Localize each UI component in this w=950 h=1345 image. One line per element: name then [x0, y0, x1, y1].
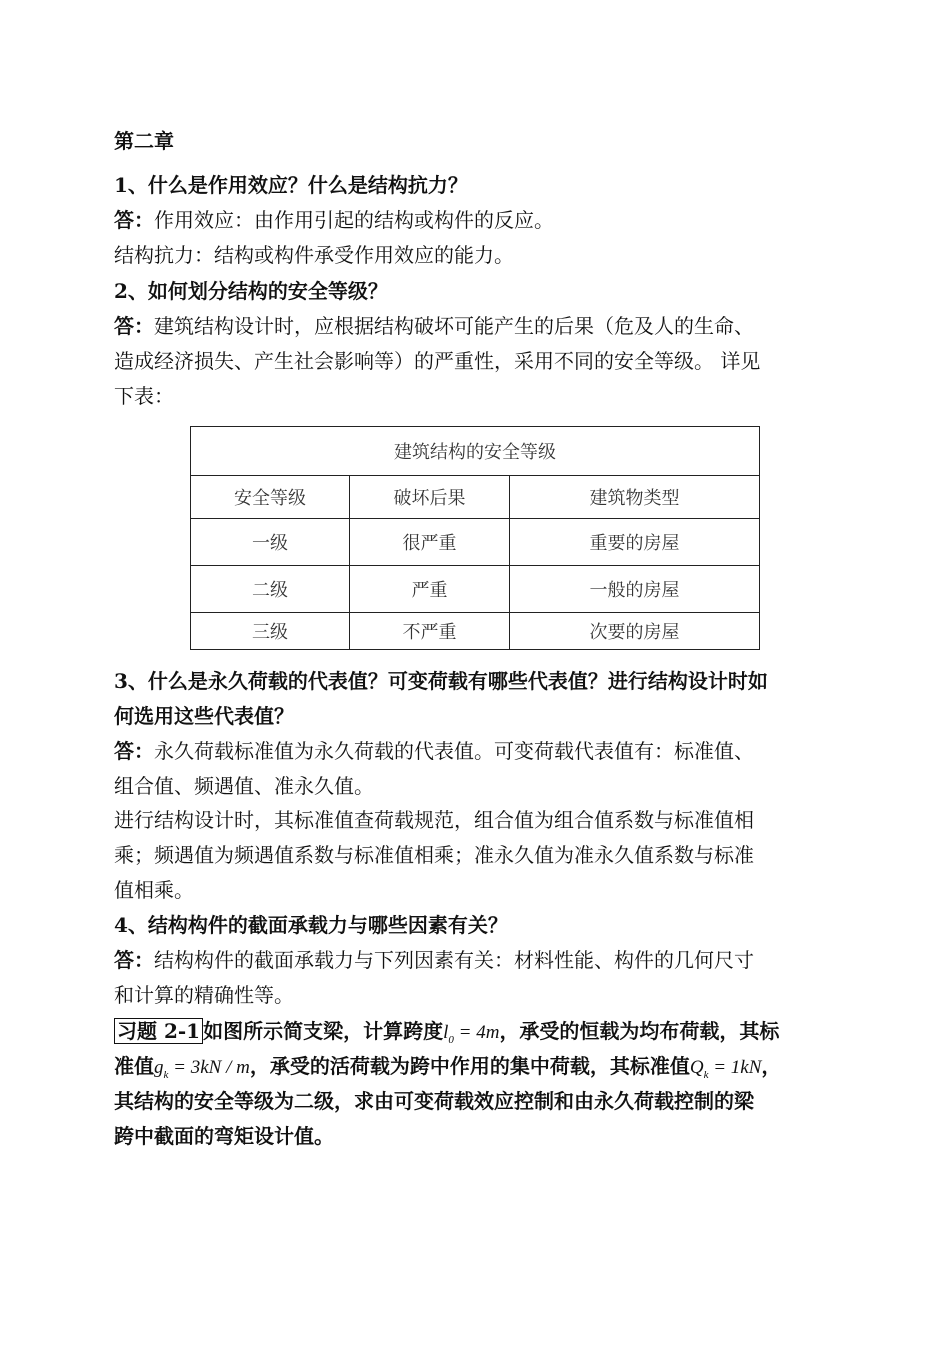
table-header-row	[191, 476, 760, 519]
answer-text: 永久荷载标准值为永久荷载的代表值。可变荷载代表值有：标准值、	[154, 739, 754, 763]
question-3-title: 3、什么是永久荷载的代表值？可变荷载有哪些代表值？进行结构设计时如	[114, 669, 768, 693]
exercise-text: 如图所示简支梁，计算跨度	[203, 1019, 444, 1043]
exercise-text: 准值	[114, 1054, 154, 1078]
table-row	[191, 566, 760, 613]
table-cell: 次要的房屋	[510, 613, 760, 650]
table-row	[191, 613, 760, 650]
table-cell: 不严重	[350, 613, 510, 650]
answer-text: 下表：	[114, 384, 174, 408]
question-1-title: 1、什么是作用效应？什么是结构抗力？	[114, 173, 468, 197]
formula-subscript: k	[163, 1068, 169, 1081]
question-2-answer	[114, 309, 844, 343]
exercise-text: ，承受的活荷载为跨中作用的集中荷载，其标准值	[249, 1054, 690, 1078]
table-cell: 一般的房屋	[510, 566, 760, 613]
table-header: 破坏后果	[350, 476, 510, 519]
table-cell: 一级	[191, 519, 350, 566]
dead-load-formula	[154, 1057, 250, 1081]
table-row	[191, 519, 760, 566]
answer-text: 和计算的精确性等。	[114, 983, 294, 1007]
exercise-line: 其结构的安全等级为二级，求由可变荷载效应控制和由永久荷载控制的梁	[114, 1089, 754, 1113]
table-cell: 严重	[350, 566, 510, 613]
formula-symbol: g	[154, 1057, 164, 1078]
answer-text: 值相乘。	[114, 878, 194, 902]
exercise-label: 习题 2-1	[114, 1018, 203, 1044]
answer-text: 结构构件的截面承载力与下列因素有关：材料性能、构件的几何尺寸	[154, 948, 754, 972]
question-3-answer	[114, 734, 844, 768]
formula-value: = 3kN / m	[168, 1057, 250, 1078]
table-cell: 很严重	[350, 519, 510, 566]
answer-text: 造成经济损失、产生社会影响等）的严重性，采用不同的安全等级。 详见	[114, 349, 761, 373]
question-2-title: 2、如何划分结构的安全等级？	[114, 279, 388, 303]
formula-symbol: l	[443, 1022, 449, 1043]
formula-value: = 1kN	[708, 1057, 762, 1078]
answer-label: 答：	[114, 314, 154, 338]
table-caption: 建筑结构的安全等级	[191, 427, 760, 476]
safety-grade-table	[190, 426, 760, 650]
question-4-answer	[114, 943, 844, 977]
answer-text: 作用效应：由作用引起的结构或构件的反应。	[154, 208, 554, 232]
exercise-text: ，承受的恒载为均布荷载，其标	[499, 1019, 780, 1043]
span-formula	[443, 1022, 500, 1046]
question-3-title-cont: 何选用这些代表值？	[114, 704, 294, 728]
answer-label: 答：	[114, 948, 154, 972]
exercise-text: ，	[761, 1054, 782, 1078]
table-header: 建筑物类型	[510, 476, 760, 519]
table-header: 安全等级	[191, 476, 350, 519]
answer-text: 乘；频遇值为频遇值系数与标准值相乘；准永久值为准永久值系数与标准	[114, 843, 754, 867]
table-cell: 三级	[191, 613, 350, 650]
chapter-title: 第二章	[114, 129, 174, 153]
question-1-answer	[114, 203, 844, 237]
answer-text: 建筑结构设计时，应根据结构破坏可能产生的后果（危及人的生命、	[154, 314, 754, 338]
formula-symbol: Q	[689, 1057, 704, 1078]
formula-subscript: k	[703, 1068, 709, 1081]
table-cell: 二级	[191, 566, 350, 613]
table-caption-row	[191, 427, 760, 476]
answer-text: 组合值、频遇值、准永久值。	[114, 774, 374, 798]
answer-label: 答：	[114, 208, 154, 232]
answer-label: 答：	[114, 739, 154, 763]
question-4-title: 4、结构构件的截面承载力与哪些因素有关？	[114, 913, 508, 937]
exercise-line: 跨中截面的弯矩设计值。	[114, 1124, 334, 1148]
answer-text: 结构抗力：结构或构件承受作用效应的能力。	[114, 243, 514, 267]
formula-subscript: 0	[448, 1033, 454, 1046]
formula-value: = 4m	[453, 1022, 500, 1043]
table-cell: 重要的房屋	[510, 519, 760, 566]
live-load-formula	[689, 1057, 762, 1081]
answer-text: 进行结构设计时，其标准值查荷载规范，组合值为组合值系数与标准值相	[114, 808, 754, 832]
